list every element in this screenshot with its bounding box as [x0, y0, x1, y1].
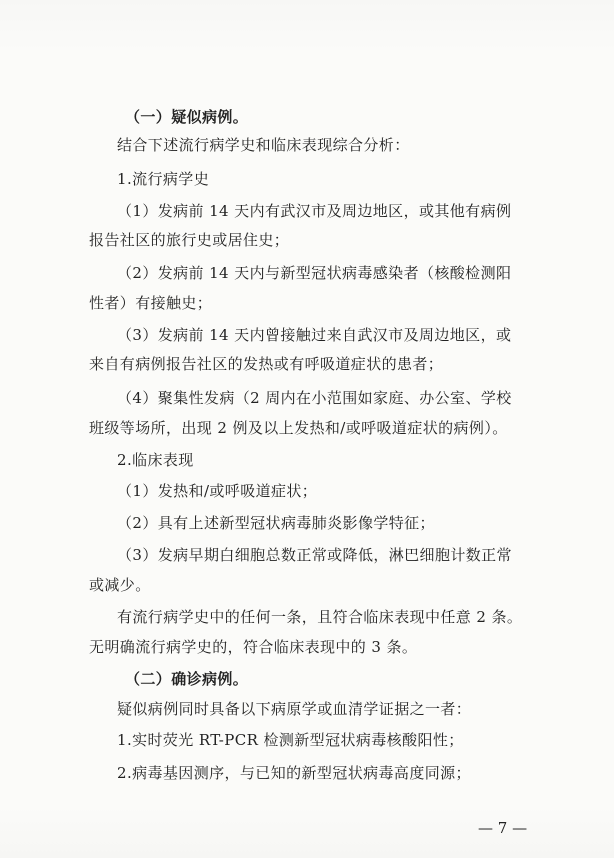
paragraph-line: 报告社区的旅行史或居住史； [89, 231, 290, 249]
paragraph-line: （3）发病前 14 天内曾接触过来自武汉市及周边地区，或 [117, 326, 512, 344]
paragraph-line: 结合下述流行病学史和临床表现综合分析： [117, 136, 410, 154]
page-number: — 7 — [478, 819, 528, 837]
paragraph-line: 性者）有接触史； [89, 294, 213, 312]
paragraph-line: （3）发病早期白细胞总数正常或降低，淋巴细胞计数正常 [117, 546, 512, 564]
paragraph-line: （2）具有上述新型冠状病毒肺炎影像学特征； [117, 514, 435, 532]
subheading-clinical-manifestations: 2.临床表现 [117, 451, 194, 469]
paragraph-line: 有流行病学史中的任何一条，且符合临床表现中任意 2 条。 [117, 608, 523, 626]
paragraph-line: 疑似病例同时具备以下病原学或血清学证据之一者： [117, 700, 472, 718]
section-heading-suspected-cases: （一）疑似病例。 [125, 108, 249, 126]
subheading-epidemiology: 1.流行病学史 [117, 170, 210, 188]
paragraph-line: 班级等场所，出现 2 例及以上发热和/或呼吸道症状的病例）。 [89, 419, 508, 437]
paragraph-line: （1）发病前 14 天内有武汉市及周边地区，或其他有病例 [117, 202, 512, 220]
paragraph-line: （2）发病前 14 天内与新型冠状病毒感染者（核酸检测阳 [117, 264, 512, 282]
paragraph-line: （4）聚集性发病（2 周内在小范围如家庭、办公室、学校 [117, 389, 512, 407]
paragraph-line: 来自有病例报告社区的发热或有呼吸道症状的患者； [89, 355, 444, 373]
paragraph-line: （1）发热和/或呼吸道症状； [117, 482, 318, 500]
paragraph-line: 无明确流行病学史的，符合临床表现中的 3 条。 [89, 638, 418, 656]
paragraph-line: 2.病毒基因测序，与已知的新型冠状病毒高度同源； [117, 764, 471, 782]
paragraph-line: 或减少。 [89, 576, 151, 594]
section-heading-confirmed-cases: （二）确诊病例。 [125, 670, 249, 688]
paragraph-line: 1.实时荧光 RT-PCR 检测新型冠状病毒核酸阳性； [117, 731, 464, 749]
